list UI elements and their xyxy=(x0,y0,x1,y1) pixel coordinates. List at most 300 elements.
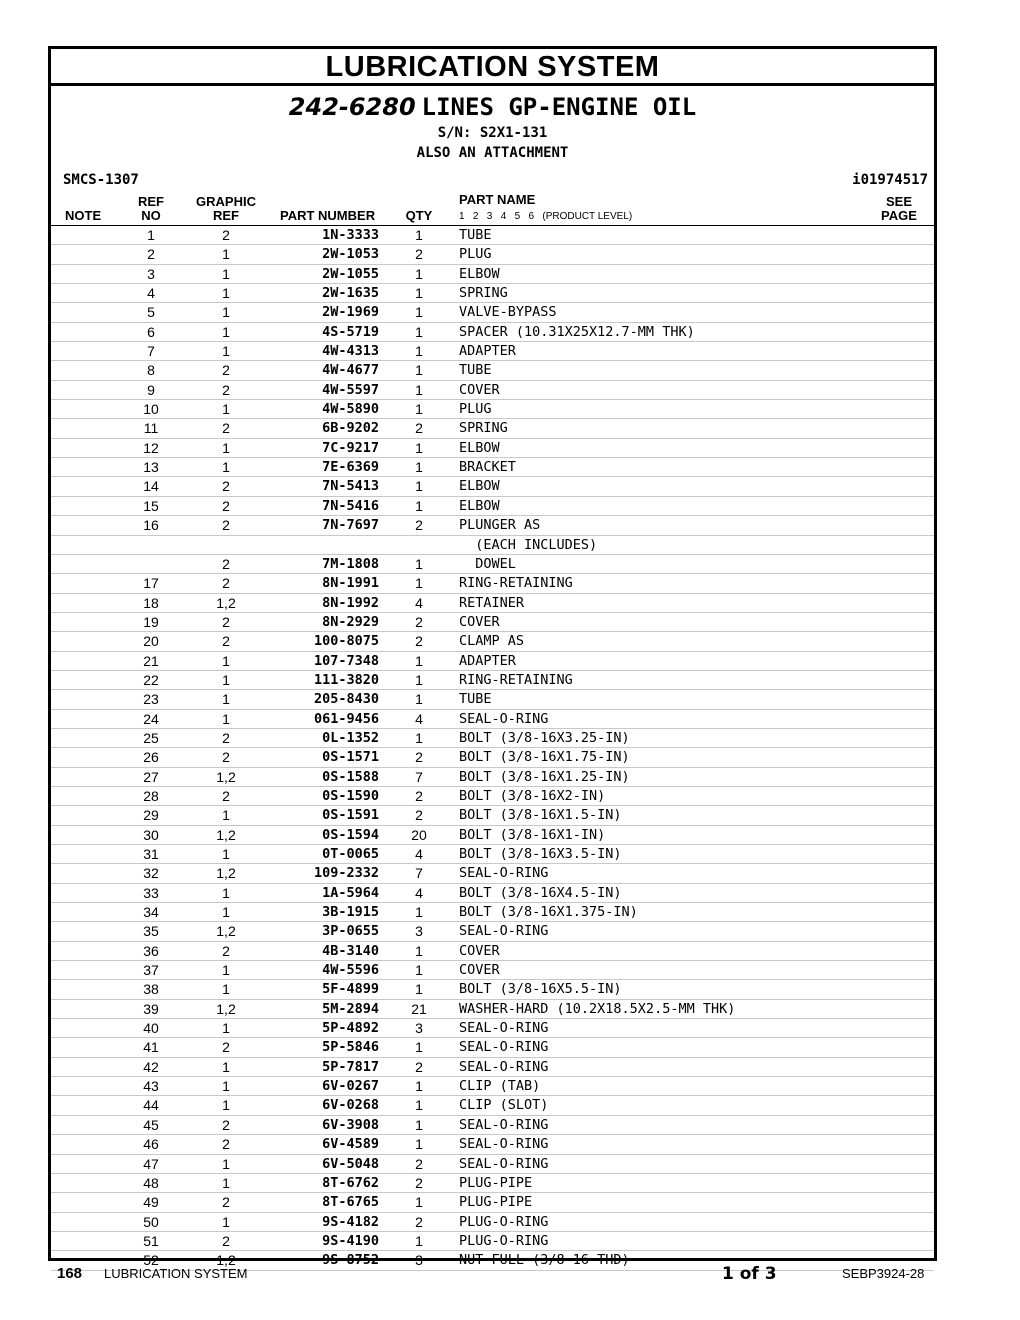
qty: 2 xyxy=(415,1213,423,1230)
part-number: 7N-7697 xyxy=(322,517,379,534)
page-number: 168 xyxy=(57,1265,83,1282)
ref-no: 25 xyxy=(143,729,159,746)
part-number: 0S-1588 xyxy=(322,768,379,785)
table-row xyxy=(51,323,934,342)
part-name: ADAPTER xyxy=(459,343,516,360)
part-name: PLUG xyxy=(459,246,492,263)
part-name: ELBOW xyxy=(459,265,500,282)
part-number: 8N-2929 xyxy=(322,613,379,630)
ref-no: 11 xyxy=(143,420,159,437)
table-row xyxy=(51,1019,934,1038)
part-name: SEAL-O-RING xyxy=(459,1020,549,1037)
part-name: WASHER-HARD (10.2X18.5X2.5-MM THK) xyxy=(459,1000,736,1017)
qty: 1 xyxy=(415,343,423,360)
qty: 1 xyxy=(415,1078,423,1095)
qty: 7 xyxy=(415,865,423,882)
part-name: BRACKET xyxy=(459,459,516,476)
graphic-ref: 2 xyxy=(222,1232,230,1249)
part-number: 5P-4892 xyxy=(322,1020,379,1037)
ref-no: 27 xyxy=(143,768,159,785)
table-row xyxy=(51,226,934,245)
part-name: DOWEL xyxy=(459,555,516,572)
qty: 1 xyxy=(415,729,423,746)
table-row xyxy=(51,555,934,574)
graphic-ref: 1 xyxy=(222,710,230,727)
graphic-ref: 2 xyxy=(222,787,230,804)
ref-no: 39 xyxy=(143,1000,159,1017)
part-number: 6V-3908 xyxy=(322,1116,379,1133)
graphic-header-top: GRAPHIC xyxy=(196,194,256,209)
table-row xyxy=(51,903,934,922)
ref-no: 42 xyxy=(143,1058,159,1075)
graphic-ref: 2 xyxy=(222,497,230,514)
part-name: NUT-FULL (3/8-16-THD) xyxy=(459,1252,630,1269)
ref-no: 13 xyxy=(143,459,159,476)
qty: 1 xyxy=(415,285,423,302)
ref-no: 45 xyxy=(143,1116,159,1133)
part-name: SEAL-O-RING xyxy=(459,1058,549,1075)
part-number: 4W-4313 xyxy=(322,343,379,360)
ref-no: 33 xyxy=(143,884,159,901)
qty: 21 xyxy=(411,1000,427,1017)
qty: 4 xyxy=(415,594,423,611)
part-name: ELBOW xyxy=(459,497,500,514)
group-heading xyxy=(51,92,934,123)
graphic-header-bottom: REF xyxy=(213,208,239,223)
table-row xyxy=(51,1058,934,1077)
part-name: COVER xyxy=(459,962,500,979)
code-row xyxy=(51,169,934,191)
part-number: 4W-4677 xyxy=(322,362,379,379)
part-number: 2W-1053 xyxy=(322,246,379,263)
page-footer xyxy=(0,1264,1020,1288)
table-row xyxy=(51,477,934,496)
part-name: CLIP (TAB) xyxy=(459,1078,541,1095)
ref-no: 35 xyxy=(143,923,159,940)
qty: 1 xyxy=(415,459,423,476)
ref-no: 9 xyxy=(147,381,155,398)
ref-no: 43 xyxy=(143,1078,159,1095)
part-number: 7E-6369 xyxy=(322,459,379,476)
serial-number: S/N: S2X1-131 xyxy=(437,125,548,141)
qty: 1 xyxy=(415,304,423,321)
part-name: CLIP (SLOT) xyxy=(459,1097,549,1114)
part-number: 4W-5890 xyxy=(322,401,379,418)
table-row xyxy=(51,361,934,380)
table-row xyxy=(51,826,934,845)
part-number: 4W-5597 xyxy=(322,381,379,398)
group-number: 242-6280 xyxy=(288,93,416,121)
qty: 3 xyxy=(415,923,423,940)
see-page-header-bottom: PAGE xyxy=(881,208,917,223)
part-name: BOLT (3/8-16X3.25-IN) xyxy=(459,729,630,746)
part-number: 205-8430 xyxy=(313,691,379,708)
part-number: 2W-1969 xyxy=(322,304,379,321)
table-row xyxy=(51,806,934,825)
graphic-ref: 1 xyxy=(222,691,230,708)
qty: 1 xyxy=(415,981,423,998)
part-number: 0S-1594 xyxy=(322,826,379,843)
qty: 1 xyxy=(415,671,423,688)
table-row xyxy=(51,574,934,593)
graphic-ref: 1 xyxy=(222,323,230,340)
table-row xyxy=(51,787,934,806)
part-name: (EACH INCLUDES) xyxy=(459,536,598,553)
ref-no: 52 xyxy=(143,1252,159,1269)
ref-no: 41 xyxy=(143,1039,159,1056)
part-name: RETAINER xyxy=(459,594,525,611)
qty: 1 xyxy=(415,1136,423,1153)
note-header: NOTE xyxy=(65,208,102,223)
attachment-note: ALSO AN ATTACHMENT xyxy=(416,145,569,161)
part-number: 7M-1808 xyxy=(322,555,379,572)
table-row xyxy=(51,497,934,516)
table-row xyxy=(51,1000,934,1019)
qty: 1 xyxy=(415,904,423,921)
table-row xyxy=(51,1077,934,1096)
product-level-header: 1 2 3 4 5 6 (PRODUCT LEVEL) xyxy=(459,211,633,222)
graphic-ref: 1 xyxy=(222,981,230,998)
part-number: 0S-1590 xyxy=(322,787,379,804)
part-number: 109-2332 xyxy=(313,865,379,882)
qty: 4 xyxy=(415,846,423,862)
qty: 4 xyxy=(415,884,423,901)
part-name: VALVE-BYPASS xyxy=(459,304,557,321)
graphic-ref: 1 xyxy=(222,285,230,302)
qty: 1 xyxy=(415,478,423,495)
graphic-ref: 1 xyxy=(222,1097,230,1114)
qty: 1 xyxy=(415,497,423,514)
part-number: 0T-0065 xyxy=(322,846,379,862)
part-name: SEAL-O-RING xyxy=(459,923,549,940)
table-row xyxy=(51,439,934,458)
part-name: SPACER (10.31X25X12.7-MM THK) xyxy=(459,323,695,340)
table-row xyxy=(51,613,934,632)
graphic-ref: 1 xyxy=(222,846,230,862)
qty: 1 xyxy=(415,227,423,243)
table-row xyxy=(51,303,934,322)
ref-no: 37 xyxy=(143,962,159,979)
part-number: 0S-1571 xyxy=(322,749,379,766)
table-row xyxy=(51,729,934,748)
ref-no: 19 xyxy=(143,613,159,630)
part-number: 2W-1055 xyxy=(322,265,379,282)
part-name: RING-RETAINING xyxy=(459,671,573,688)
table-row xyxy=(51,922,934,941)
part-name: BOLT (3/8-16X1.25-IN) xyxy=(459,768,630,785)
part-name: BOLT (3/8-16X5.5-IN) xyxy=(459,981,622,998)
part-number: 4B-3140 xyxy=(322,942,379,959)
ref-no: 7 xyxy=(147,343,155,360)
table-row xyxy=(51,1038,934,1057)
part-name: SEAL-O-RING xyxy=(459,1116,549,1133)
graphic-ref: 2 xyxy=(222,1136,230,1153)
ref-no: 21 xyxy=(143,652,159,669)
part-number: 3P-0655 xyxy=(322,923,379,940)
graphic-ref: 2 xyxy=(222,1116,230,1133)
page-of-count: 1 of 3 xyxy=(722,1264,777,1284)
graphic-ref: 1 xyxy=(222,962,230,979)
ref-no: 14 xyxy=(143,478,159,495)
graphic-ref: 2 xyxy=(222,478,230,495)
part-name: COVER xyxy=(459,381,500,398)
table-row xyxy=(51,690,934,709)
table-row xyxy=(51,342,934,361)
qty: 1 xyxy=(415,555,423,572)
graphic-ref: 1,2 xyxy=(216,826,236,843)
qty: 2 xyxy=(415,613,423,630)
graphic-ref: 1 xyxy=(222,265,230,282)
qty: 1 xyxy=(415,962,423,979)
table-row xyxy=(51,768,934,787)
qty: 3 xyxy=(415,1020,423,1037)
part-name: ELBOW xyxy=(459,478,500,495)
qty: 1 xyxy=(415,1232,423,1249)
part-number: 5P-7817 xyxy=(322,1058,379,1075)
part-number: 8N-1992 xyxy=(322,594,379,611)
part-number: 4W-5596 xyxy=(322,962,379,979)
part-number: 2W-1635 xyxy=(322,285,379,302)
ref-no: 8 xyxy=(147,362,155,379)
part-number: 3B-1915 xyxy=(322,904,379,921)
part-number: 6B-9202 xyxy=(322,420,379,437)
part-number: 111-3820 xyxy=(313,671,379,688)
part-number: 9S-4182 xyxy=(322,1213,379,1230)
qty: 1 xyxy=(415,1116,423,1133)
table-row xyxy=(51,1174,934,1193)
part-name: ADAPTER xyxy=(459,652,516,669)
ref-no: 26 xyxy=(143,749,159,766)
graphic-ref: 2 xyxy=(222,227,230,243)
graphic-ref: 1 xyxy=(222,1020,230,1037)
table-row xyxy=(51,864,934,883)
table-row xyxy=(51,652,934,671)
part-name: PLUG-O-RING xyxy=(459,1232,549,1249)
graphic-ref: 1 xyxy=(222,1155,230,1172)
graphic-ref: 1 xyxy=(222,884,230,901)
graphic-ref: 2 xyxy=(222,729,230,746)
graphic-ref: 2 xyxy=(222,420,230,437)
qty: 2 xyxy=(415,1058,423,1075)
qty: 1 xyxy=(415,265,423,282)
see-page-header-top: SEE xyxy=(885,194,912,209)
qty-header: QTY xyxy=(405,208,433,223)
ref-no: 20 xyxy=(143,633,159,650)
qty: 2 xyxy=(415,807,423,824)
qty: 1 xyxy=(415,439,423,456)
footer-section-title: LUBRICATION SYSTEM xyxy=(104,1266,248,1281)
graphic-ref: 2 xyxy=(222,942,230,959)
ref-no: 4 xyxy=(147,285,155,302)
part-number: 8T-6765 xyxy=(322,1194,379,1211)
ref-no: 49 xyxy=(143,1194,159,1211)
ref-no: 46 xyxy=(143,1136,159,1153)
qty: 1 xyxy=(415,691,423,708)
part-number: 5M-2894 xyxy=(322,1000,379,1017)
ref-no: 16 xyxy=(143,517,159,534)
graphic-ref: 1 xyxy=(222,1174,230,1191)
part-number: 1A-5964 xyxy=(322,884,379,901)
graphic-ref: 1 xyxy=(222,1213,230,1230)
ref-no: 10 xyxy=(143,401,159,418)
part-number: 100-8075 xyxy=(313,633,379,650)
graphic-ref: 2 xyxy=(222,1039,230,1056)
graphic-ref: 1 xyxy=(222,459,230,476)
ref-no: 29 xyxy=(143,807,159,824)
part-number: 107-7348 xyxy=(313,652,379,669)
graphic-ref: 1 xyxy=(222,807,230,824)
graphic-ref: 2 xyxy=(222,517,230,534)
ref-header-top: REF xyxy=(138,194,164,209)
graphic-ref: 1 xyxy=(222,304,230,321)
qty: 2 xyxy=(415,633,423,650)
part-name: SEAL-O-RING xyxy=(459,1039,549,1056)
ref-no: 47 xyxy=(143,1155,159,1172)
ref-no: 2 xyxy=(147,246,155,263)
part-name: PLUG-PIPE xyxy=(459,1194,533,1211)
graphic-ref: 1,2 xyxy=(216,923,236,940)
ref-header-bottom: NO xyxy=(141,208,161,223)
ref-no: 17 xyxy=(143,575,159,592)
part-number-header: PART NUMBER xyxy=(280,208,376,223)
table-row xyxy=(51,245,934,264)
table-row xyxy=(51,980,934,999)
qty: 1 xyxy=(415,1097,423,1114)
graphic-ref: 1 xyxy=(222,904,230,921)
part-number: 1N-3333 xyxy=(322,227,379,243)
part-number: 8T-6762 xyxy=(322,1174,379,1191)
part-name: CLAMP AS xyxy=(459,633,525,650)
graphic-ref: 1 xyxy=(222,652,230,669)
part-number: 7N-5413 xyxy=(322,478,379,495)
part-number: 8N-1991 xyxy=(322,575,379,592)
ref-no: 50 xyxy=(143,1213,159,1230)
ref-no: 22 xyxy=(143,671,159,688)
qty: 1 xyxy=(415,652,423,669)
parts-list-frame xyxy=(48,46,937,1269)
graphic-ref: 1,2 xyxy=(216,768,236,785)
part-name: SEAL-O-RING xyxy=(459,1155,549,1172)
ref-no: 44 xyxy=(143,1097,159,1114)
part-name: PLUG-PIPE xyxy=(459,1174,533,1191)
graphic-ref: 1 xyxy=(222,671,230,688)
part-number: 5F-4899 xyxy=(322,981,379,998)
ref-no: 15 xyxy=(143,497,159,514)
part-name: TUBE xyxy=(459,362,492,379)
ref-no: 48 xyxy=(143,1174,159,1191)
part-name: RING-RETAINING xyxy=(459,575,573,592)
ref-no: 32 xyxy=(143,865,159,882)
graphic-ref: 1,2 xyxy=(216,1252,236,1269)
qty: 1 xyxy=(415,1039,423,1056)
part-name: BOLT (3/8-16X4.5-IN) xyxy=(459,884,622,901)
part-number: 061-9456 xyxy=(313,710,379,727)
table-row xyxy=(51,594,934,613)
ref-no: 3 xyxy=(147,265,155,282)
graphic-ref: 2 xyxy=(222,555,230,572)
ref-no: 34 xyxy=(143,904,159,921)
graphic-ref: 1 xyxy=(222,1058,230,1075)
graphic-ref: 1 xyxy=(222,439,230,456)
part-name: TUBE xyxy=(459,691,492,708)
part-name: COVER xyxy=(459,613,500,630)
graphic-ref: 1 xyxy=(222,343,230,360)
table-row xyxy=(51,845,934,864)
parts-table-body xyxy=(51,226,934,1271)
part-name: PLUNGER AS xyxy=(459,517,541,534)
graphic-ref: 1 xyxy=(222,1078,230,1095)
graphic-ref: 1,2 xyxy=(216,1000,236,1017)
qty: 1 xyxy=(415,362,423,379)
qty: 2 xyxy=(415,420,423,437)
part-name: BOLT (3/8-16X1-IN) xyxy=(459,826,606,843)
part-name: COVER xyxy=(459,942,500,959)
part-name: BOLT (3/8-16X1.375-IN) xyxy=(459,904,638,921)
qty: 3 xyxy=(415,1252,423,1269)
graphic-ref: 2 xyxy=(222,1194,230,1211)
ref-no: 28 xyxy=(143,787,159,804)
ref-no: 36 xyxy=(143,942,159,959)
ref-no: 12 xyxy=(143,439,159,456)
part-number: 6V-4589 xyxy=(322,1136,379,1153)
ref-no: 31 xyxy=(143,846,159,862)
part-name: BOLT (3/8-16X2-IN) xyxy=(459,787,606,804)
ref-no: 51 xyxy=(143,1232,159,1249)
part-name-header: PART NAME xyxy=(459,192,536,207)
table-row xyxy=(51,1155,934,1174)
table-row xyxy=(51,748,934,767)
part-name: SEAL-O-RING xyxy=(459,710,549,727)
qty: 1 xyxy=(415,575,423,592)
table-row xyxy=(51,942,934,961)
qty: 1 xyxy=(415,942,423,959)
ref-no: 5 xyxy=(147,304,155,321)
table-row xyxy=(51,1096,934,1115)
qty: 1 xyxy=(415,1194,423,1211)
part-name: BOLT (3/8-16X1.5-IN) xyxy=(459,807,622,824)
qty: 1 xyxy=(415,401,423,418)
part-name: ELBOW xyxy=(459,439,500,456)
table-row xyxy=(51,419,934,438)
smcs-code: SMCS-1307 xyxy=(63,172,139,188)
qty: 2 xyxy=(415,1174,423,1191)
qty: 2 xyxy=(415,1155,423,1172)
column-headers xyxy=(51,191,934,226)
ref-no: 38 xyxy=(143,981,159,998)
table-row xyxy=(51,1213,934,1232)
ref-no: 40 xyxy=(143,1020,159,1037)
part-number: 7C-9217 xyxy=(322,439,379,456)
qty: 2 xyxy=(415,517,423,534)
info-id: i01974517 xyxy=(852,172,928,188)
ref-no: 30 xyxy=(143,826,159,843)
part-name: BOLT (3/8-16X3.5-IN) xyxy=(459,846,622,862)
ref-no: 18 xyxy=(143,594,159,611)
section-title: LUBRICATION SYSTEM xyxy=(51,49,934,86)
ref-no: 23 xyxy=(143,691,159,708)
part-number: 0L-1352 xyxy=(322,729,379,746)
table-row xyxy=(51,284,934,303)
part-number: 9S-8752 xyxy=(322,1252,379,1269)
part-name: PLUG-O-RING xyxy=(459,1213,549,1230)
table-row xyxy=(51,710,934,729)
graphic-ref: 2 xyxy=(222,633,230,650)
qty: 20 xyxy=(411,826,427,843)
part-name: TUBE xyxy=(459,227,492,243)
part-name: BOLT (3/8-16X1.75-IN) xyxy=(459,749,630,766)
table-row xyxy=(51,536,934,555)
part-name: SPRING xyxy=(459,285,508,302)
